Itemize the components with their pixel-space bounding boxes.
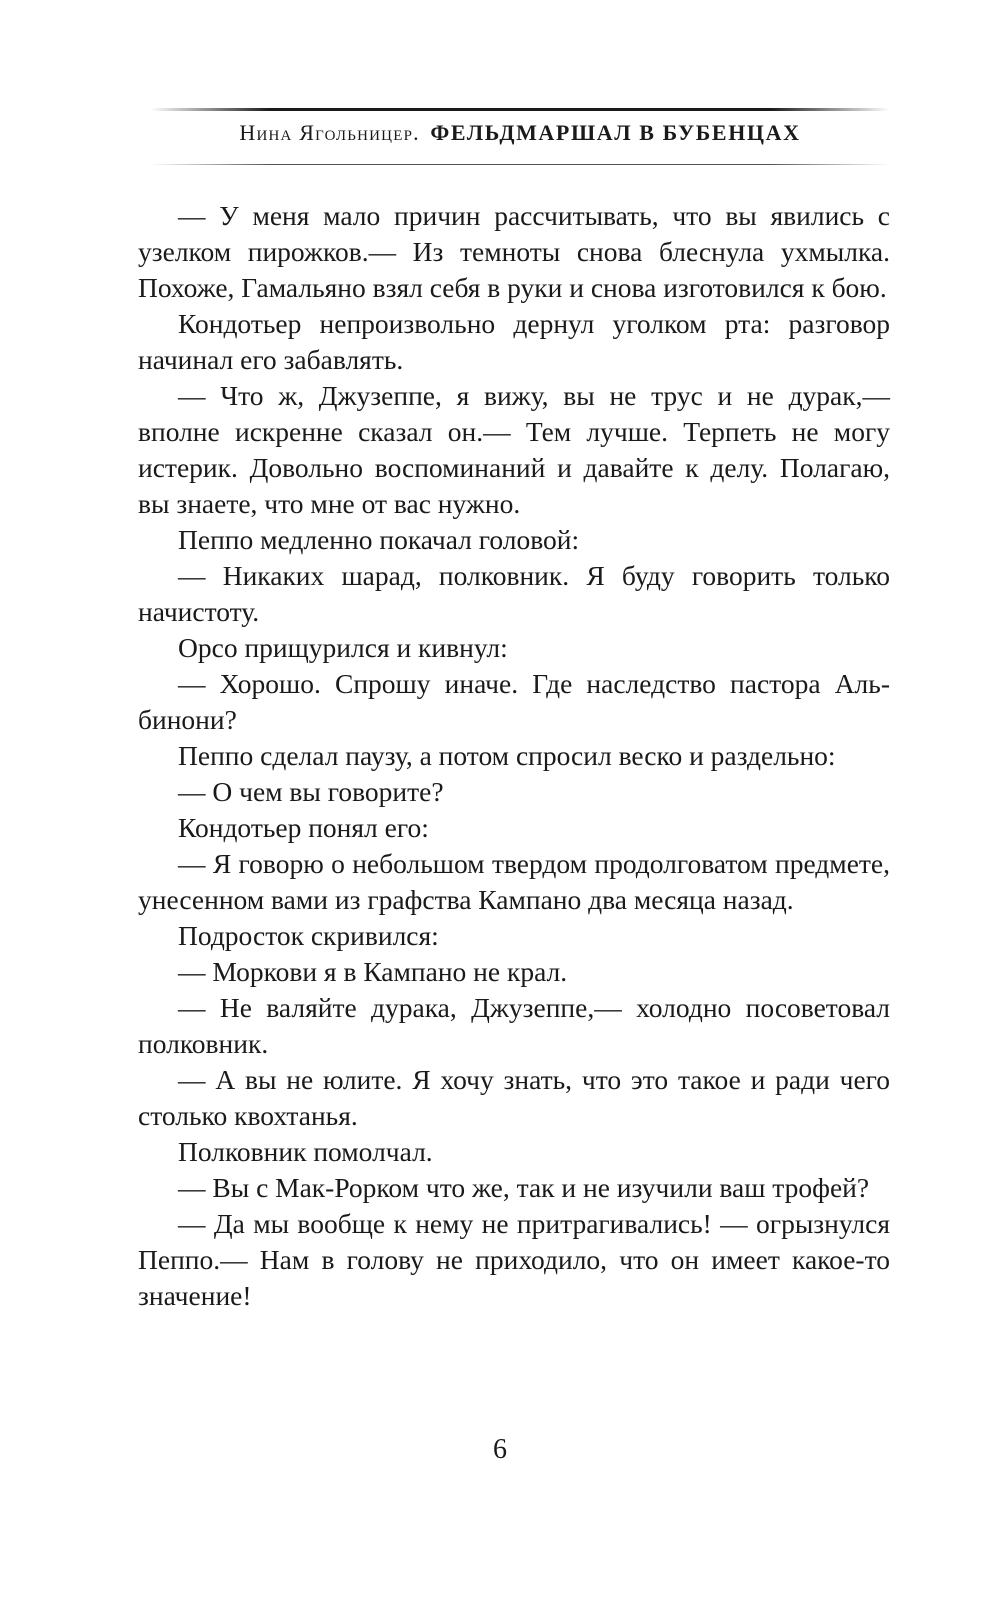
paragraph: — Да мы вообще к нему не притрагивались! — огрызнулся Пеппо.— Нам в голову не приходило, что он имеет какое-то значение! <box>138 1208 890 1311</box>
paragraph: Орсо прищурился и кивнул: <box>178 632 508 663</box>
paragraph: Полковник помолчал. <box>178 1136 433 1167</box>
paragraph: — Моркови я в Кампано не крал. <box>178 956 568 987</box>
paragraph: — Не валяйте дурака, Джузеппе,— холодно посоветовал полковник. <box>138 992 890 1059</box>
paragraph: Кондотьер понял его: <box>178 812 429 843</box>
running-head <box>150 118 890 148</box>
running-head-book-title: ФЕЛЬДМАРШАЛ В БУБЕНЦАХ <box>430 120 801 145</box>
paragraph: Пеппо сделал паузу, а потом спросил веско и раздельно: <box>178 740 836 771</box>
paragraph: — Никаких шарад, полковник. Я буду говорить только начистоту. <box>138 560 890 627</box>
header-rule-bottom <box>150 164 890 165</box>
paragraph: — Я говорю о небольшом твердом продолговатом предмете, унесенном вами из графства Кампано два месяца назад. <box>138 848 890 915</box>
paragraph: — У меня мало причин рассчитывать, что вы явились с узелком пирожков.— Из темноты снова блеснула ухмылка. Похоже, Гамальяно взял себя в руки и снова изготовился к бою. <box>138 200 890 303</box>
paragraph: Пеппо медленно покачал головой: <box>178 524 580 555</box>
running-head-author: Нина Ягольницер. <box>239 120 420 145</box>
paragraph: — А вы не юлите. Я хочу знать, что это такое и ради чего столько квохтанья. <box>138 1064 890 1131</box>
paragraph: — Хорошо. Спрошу иначе. Где наследство пастора Альбинони? <box>138 668 890 735</box>
paragraph: — О чем вы говорите? <box>178 776 444 807</box>
paragraph: — Вы с Мак-Рорком что же, так и не изучили ваш трофей? <box>178 1172 870 1203</box>
page-body-text <box>138 198 890 1314</box>
paragraph: Кондотьер непроизвольно дернул уголком рта: разговор начинал его забавлять. <box>138 308 890 375</box>
header-rule-top <box>150 108 890 111</box>
paragraph: Подросток скривился: <box>178 920 439 951</box>
page-number: 6 <box>493 1434 507 1465</box>
paragraph: — Что ж, Джузеппе, я вижу, вы не трус и не дурак,— вполне искренне сказал он.— Тем лучше. Терпеть не могу истерик. Довольно воспоминаний и давайте к делу. Полагаю, вы знаете, что мне от вас нужно. <box>138 380 890 519</box>
